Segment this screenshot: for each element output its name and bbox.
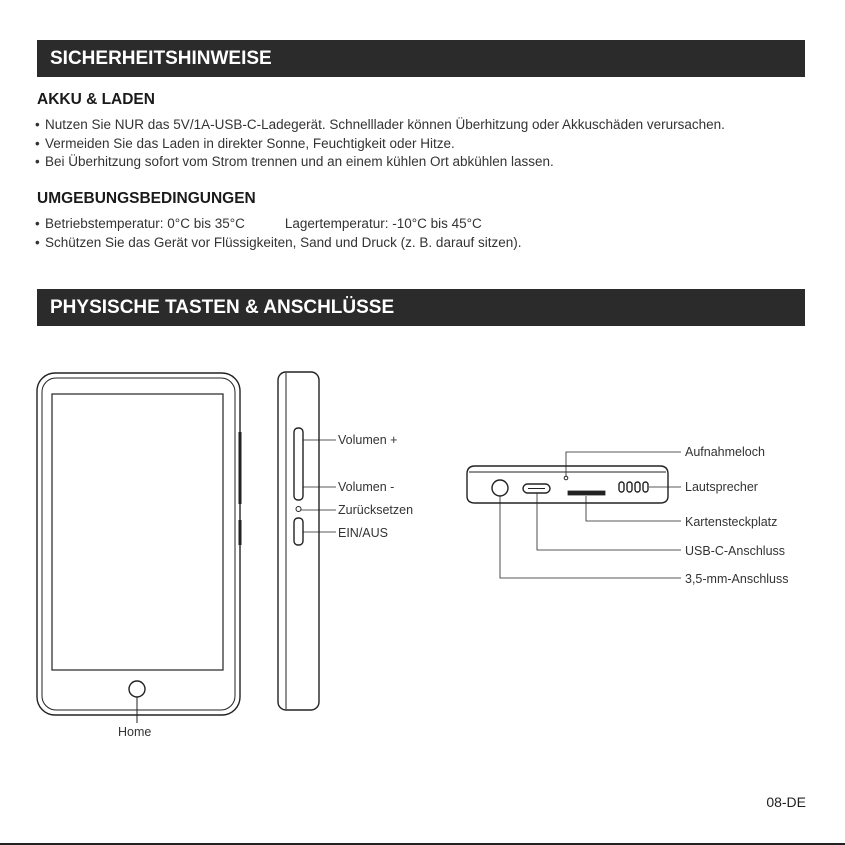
bullet-battery-3: • Bei Überhitzung sofort vom Strom trennen und an einem kühlen Ort abkühlen lassen. <box>35 154 554 169</box>
label-home: Home <box>118 725 152 739</box>
volume-up-button <box>294 428 303 500</box>
reset-hole-icon <box>296 507 301 512</box>
label-card-slot: Kartensteckplatz <box>685 515 778 529</box>
label-reset: Zurücksetzen <box>338 503 414 517</box>
device-screen <box>52 394 223 670</box>
home-button-icon <box>129 681 145 697</box>
label-speaker: Lautsprecher <box>685 480 758 494</box>
bullet-battery-1: • Nutzen Sie NUR das 5V/1A-USB-C-Ladegerät. Schnelllader können Überhitzung oder Akkuschäden verursachen. <box>35 117 725 132</box>
label-headphone-jack: 3,5-mm-Anschluss <box>685 572 789 586</box>
power-button <box>294 518 303 545</box>
headphone-jack-icon <box>492 480 508 496</box>
device-front-inner-outline <box>42 378 235 710</box>
bullet-battery-2: • Vermeiden Sie das Laden in direkter Sonne, Feuchtigkeit oder Hitze. <box>35 136 455 151</box>
label-usbc: USB-C-Anschluss <box>685 544 786 558</box>
label-power: EIN/AUS <box>338 526 389 540</box>
heading-battery: AKKU & LADEN <box>37 91 155 108</box>
card-slot-icon <box>568 491 605 495</box>
bullet-temperature: • Betriebstemperatur: 0°C bis 35°C Lagertemperatur: -10°C bis 45°C <box>35 216 482 231</box>
label-volume-down: Volumen - <box>338 480 395 494</box>
heading-environment: UMGEBUNGSBEDINGUNGEN <box>37 190 256 207</box>
bullet-protect: • Schützen Sie das Gerät vor Flüssigkeiten, Sand und Druck (z. B. darauf sitzen). <box>35 235 522 250</box>
section-title-buttons: PHYSISCHE TASTEN & ANSCHLÜSSE <box>37 289 805 326</box>
device-front-outline <box>37 373 240 715</box>
label-volume-up: Volumen + <box>338 433 398 447</box>
device-side-outline <box>278 372 319 710</box>
section-title-safety: SICHERHEITSHINWEISE <box>37 40 805 77</box>
page-number: 08-DE <box>766 794 806 810</box>
storage-temperature: Lagertemperatur: -10°C bis 45°C <box>284 216 482 231</box>
label-mic: Aufnahmeloch <box>685 445 765 459</box>
mic-hole-icon <box>564 476 568 480</box>
speaker-grille-icon <box>619 482 648 492</box>
